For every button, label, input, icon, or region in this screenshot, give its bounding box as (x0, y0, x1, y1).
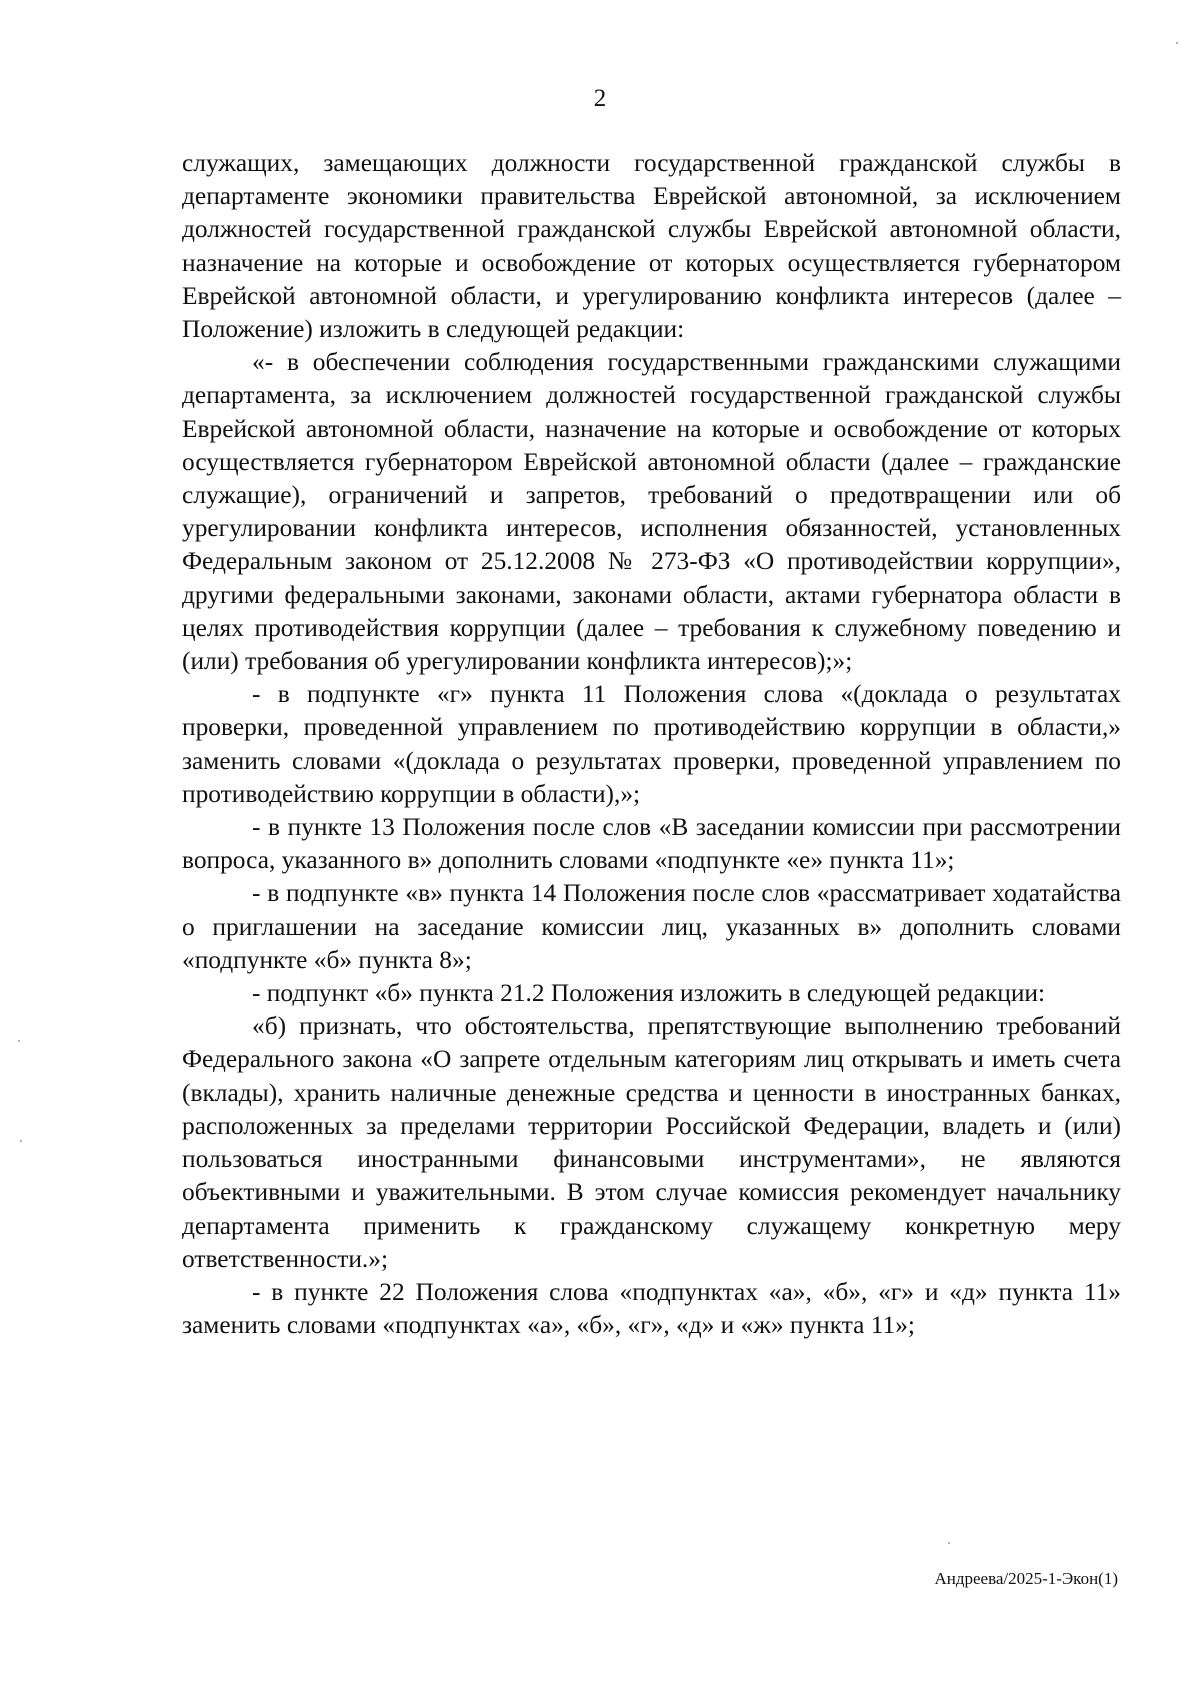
paragraph-amendment-item-14v: - в подпункте «в» пункта 14 Положения после слов «рассматривает ходатайства о приглашении на заседание комиссии лиц, указанных в» дополнить словами «подпункте «б» пункта 8»; (182, 879, 1121, 974)
scan-speck (18, 1040, 20, 1042)
page-number: 2 (593, 85, 607, 112)
paragraph-amendment-item-11g: - в подпункте «г» пункта 11 Положения слова «(доклада о результатах проверки, проведенной управлением по противодействию коррупции в области,» заменить словами «(доклада о результатах проверки, проведенной управлением по противодействию коррупции в области),»; (182, 680, 1121, 808)
paragraph-amendment-item-22: - в пункте 22 Положения слова «подпунктах «а», «б», «г» и «д» пункта 11» заменить словами «подпунктах «а», «б», «г», «д» и «ж» пункта 11»; (182, 1277, 1121, 1340)
paragraph-continuation: служащих, замещающих должности государственной гражданской службы в департаменте экономики правительства Еврейской автономной, за исключением должностей государственной гражданской службы Еврейской автономной области, назначение на которые и освобождение от которых осуществляется губернатором Еврейской автономной области, и урегулированию конфликта интересов (далее – Положение) изложить в следующей редакции: (182, 149, 1121, 344)
scan-speck (948, 1542, 950, 1544)
scan-speck (20, 1140, 22, 1142)
scan-speck (1176, 42, 1178, 44)
paragraph-quoted-amendment: «- в обеспечении соблюдения государственными гражданскими служащими департамента, за исключением должностей государственной гражданской службы Еврейской автономной области, назначение на которые и освобождение от которых осуществляется губернатором Еврейской автономной области (далее – гражданские служащие), ограничений и запретов, требований о предотвращении или об урегулировании конфликта интересов, исполнения обязанностей, установленных Федеральным законом от 25.12.2008 № 273-ФЗ «О противодействии коррупции», другими федеральными законами, законами области, актами губернатора области в целях противодействия коррупции (далее – требования к служебному поведению и (или) требования об урегулировании конфликта интересов);»; (182, 348, 1121, 676)
document-footer-code: Андреева/2025-1-Экон(1) (934, 1569, 1118, 1588)
paragraph-quoted-item-b: «б) признать, что обстоятельства, препятствующие выполнению требований Федерального закона «О запрете отдельным категориям лиц открывать и иметь счета (вклады), хранить наличные денежные средства и ценности в иностранных банках, расположенных за пределами территории Российской Федерации, владеть и (или) пользоваться иностранными финансовыми инструментами», не являются объективными и уважительными. В этом случае комиссия рекомендует начальнику департамента применить к гражданскому служащему конкретную меру ответственности.»; (182, 1012, 1121, 1273)
document-body (182, 147, 1121, 1342)
paragraph-amendment-item-21-2b: - подпункт «б» пункта 21.2 Положения изложить в следующей редакции: (252, 979, 1046, 1008)
paragraph-amendment-item-13: - в пункте 13 Положения после слов «В заседании комиссии при рассмотрении вопроса, указанного в» дополнить словами «подпункте «е» пункта 11»; (182, 813, 1121, 875)
